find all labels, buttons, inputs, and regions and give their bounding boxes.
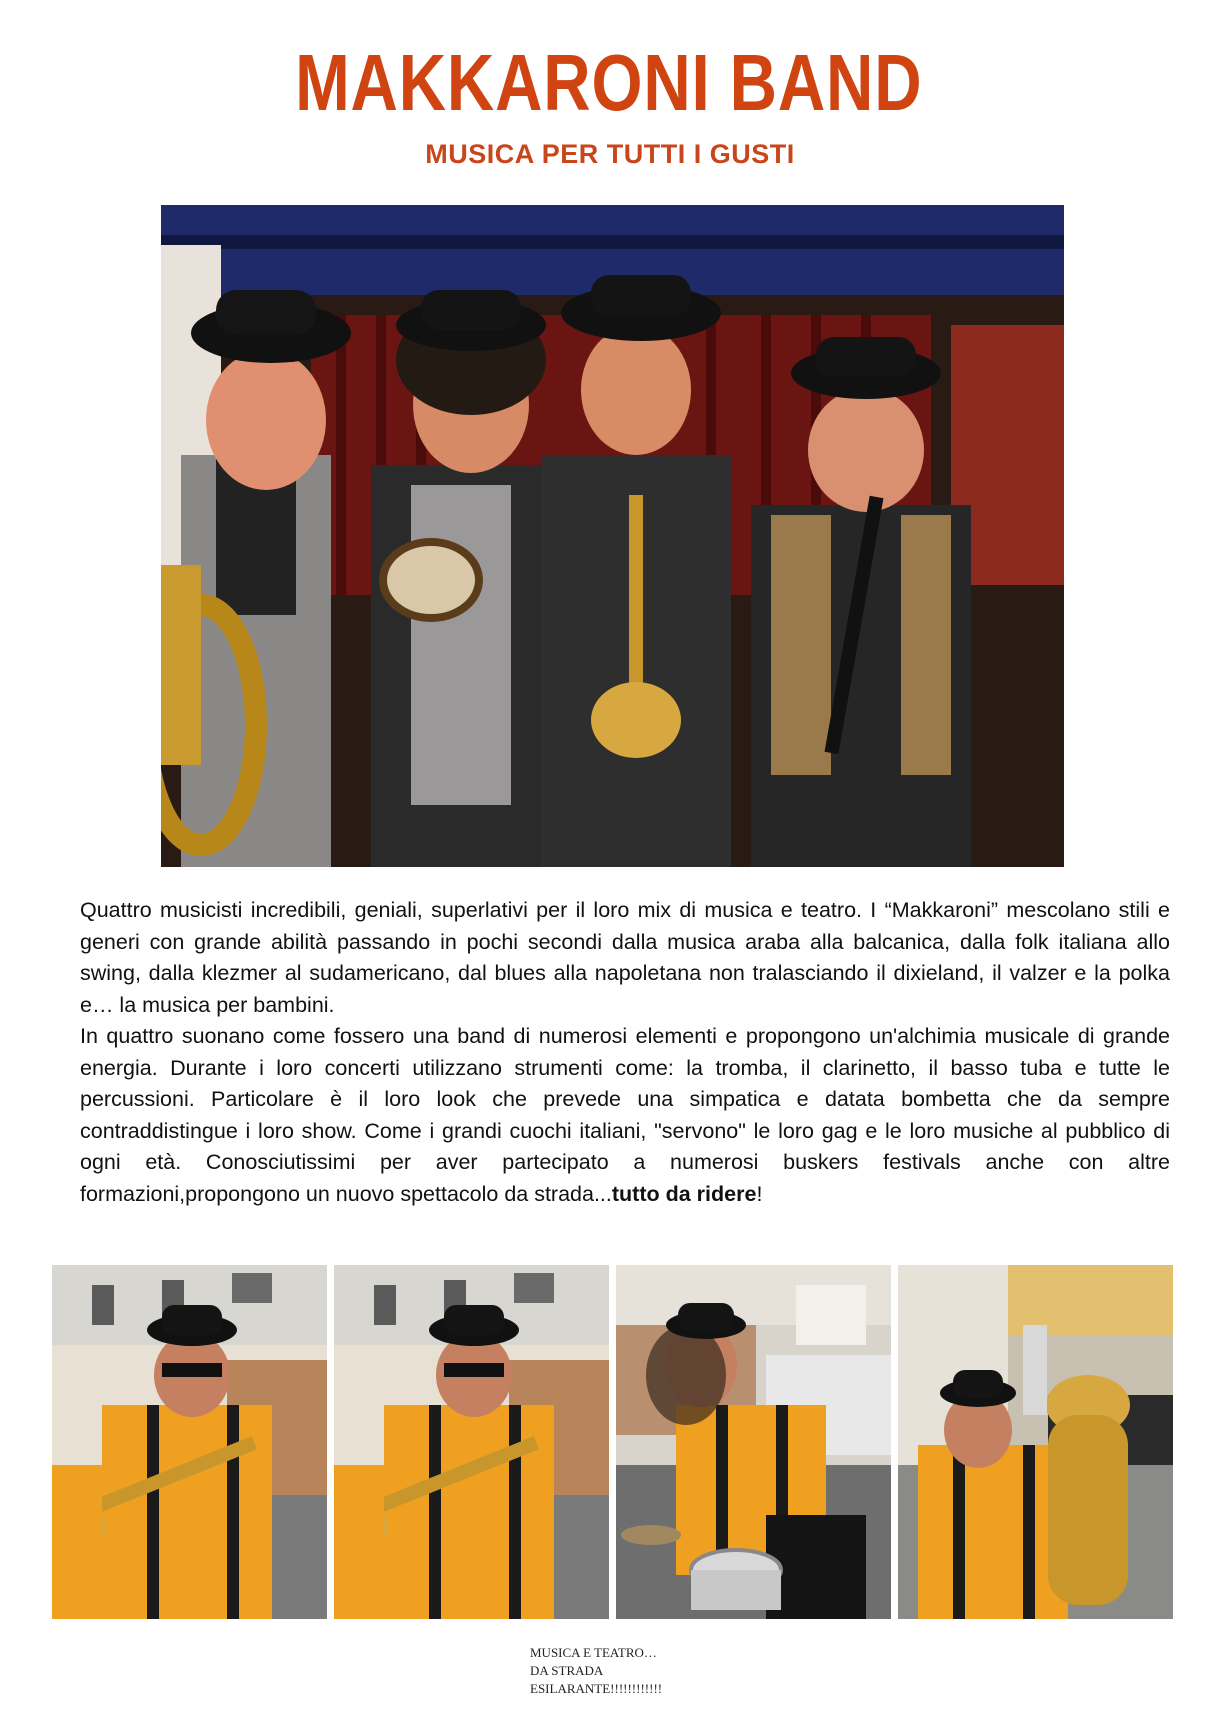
photo-drummer <box>616 1265 891 1619</box>
footer-line-1: MUSICA E TEATRO… <box>530 1645 657 1660</box>
footer-line-3: ESILARANTE!!!!!!!!!!!! <box>530 1681 663 1696</box>
paragraph-2-text: In quattro suonano come fossero una band di numerosi elementi e propongono un'alchimia musicale di grande energia. Durante i loro concerti utilizzano strumenti come: la tromba, il clarinetto, il basso tuba e tutte le percussioni. Particolare è il loro look che prevede una simpatica e datata bombetta che da sempre contraddistingue i loro show. Come i grandi cuochi italiani, "servono" le loro gag e le loro musiche al pubblico di ogni età. Conosciutissimi per aver partecipato a numerosi buskers festivals anche con altre formazioni,propongono un nuovo spettacolo da strada... <box>80 1024 1170 1206</box>
band-group-photo <box>161 205 1064 867</box>
page-title: MAKKARONI BAND <box>295 38 923 127</box>
band-description <box>80 895 1170 1210</box>
photo-trumpet-player-2 <box>334 1265 609 1619</box>
paragraph-2-bold: tutto da ridere <box>611 1181 757 1206</box>
photo-trumpet-player-1 <box>52 1265 327 1619</box>
description-paragraph-1: Quattro musicisti incredibili, geniali, superlativi per il loro mix di musica e teatro. I “Makkaroni” mescolano stili e generi con grande abilità passando in pochi secondi dalla musica araba alla balcanica, dalla folk italiana allo swing, dalla klezmer al sudamericano, dal blues alla napoletana non tralasciando il dixieland, il valzer e la polka e… la musica per bambini. <box>80 898 1170 1017</box>
paragraph-2-end: ! <box>756 1181 763 1206</box>
page-subtitle: MUSICA PER TUTTI I GUSTI <box>425 139 795 169</box>
footer-line-2: DA STRADA <box>530 1663 604 1678</box>
photo-tuba-player <box>898 1265 1173 1619</box>
footer-caption <box>530 1644 750 1698</box>
description-paragraph-2 <box>80 1021 1170 1210</box>
